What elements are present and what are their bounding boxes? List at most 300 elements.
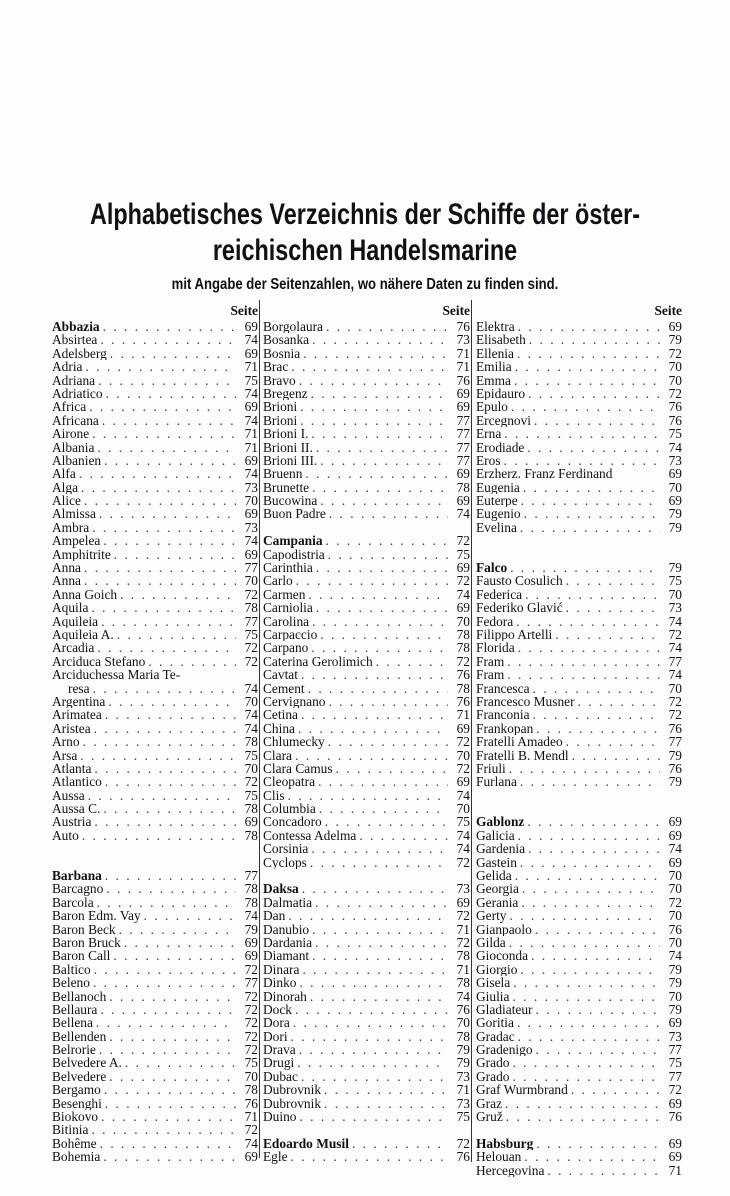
page-number: 69 xyxy=(456,561,470,575)
page-number: 74 xyxy=(456,587,470,602)
page-number: 76 xyxy=(668,400,682,414)
dot-leader xyxy=(312,923,448,936)
dot-leader xyxy=(329,507,448,520)
page-number: 72 xyxy=(456,574,470,588)
page-number: 79 xyxy=(668,333,682,347)
index-entry xyxy=(263,374,470,387)
ship-name: Gruž xyxy=(476,1110,503,1124)
ship-name: Dubac xyxy=(263,1069,298,1084)
index-entry xyxy=(263,641,470,654)
dot-leader xyxy=(102,414,236,427)
index-entry xyxy=(52,494,258,507)
dot-leader xyxy=(103,534,236,547)
page-number: 77 xyxy=(456,413,470,428)
index-entry xyxy=(263,615,470,628)
page-number: 72 xyxy=(668,694,682,709)
page-number: 69 xyxy=(668,1096,682,1111)
ship-name: Cervignano xyxy=(263,694,326,709)
index-entry xyxy=(52,655,258,668)
dot-leader xyxy=(513,976,660,989)
page-number: 79 xyxy=(668,775,682,789)
index-entry xyxy=(476,1164,682,1177)
ship-name: Aquileia A. xyxy=(52,627,114,642)
dot-leader xyxy=(328,735,448,748)
page-number: 76 xyxy=(668,1110,682,1124)
dot-leader xyxy=(82,829,236,842)
index-entry xyxy=(52,789,258,802)
ship-name: Adriana xyxy=(52,373,96,387)
page-number: 70 xyxy=(456,748,470,762)
index-entry xyxy=(263,990,470,1003)
index-entry xyxy=(476,1097,682,1110)
index-entry xyxy=(52,682,258,695)
page-number: 69 xyxy=(244,547,258,562)
page-number: 74 xyxy=(668,614,682,628)
dot-leader xyxy=(359,829,448,842)
ship-name: Biokovo xyxy=(52,1110,99,1124)
ship-name: Fratelli B. Mendl xyxy=(476,748,569,762)
page-number: 73 xyxy=(244,480,258,495)
dot-leader xyxy=(98,374,236,387)
dot-leader xyxy=(523,481,660,494)
dot-leader xyxy=(308,588,448,601)
ship-name: Gastein xyxy=(476,855,517,870)
page-number: 70 xyxy=(456,614,470,628)
dot-leader xyxy=(566,601,660,614)
ship-name: Eugenio xyxy=(476,507,521,521)
ship-name: Brunette xyxy=(263,480,310,495)
ship-name: Galicia xyxy=(476,828,515,843)
ship-name: Ambra xyxy=(52,520,90,535)
dot-leader xyxy=(555,628,660,641)
page-subtitle: mit Angabe der Seitenzahlen, wo nähere Daten zu finden sind. xyxy=(171,276,559,293)
index-entry xyxy=(52,668,258,681)
index-entry xyxy=(476,762,682,775)
dot-leader xyxy=(92,427,236,440)
dot-leader xyxy=(84,494,236,507)
ship-name: Auto xyxy=(52,828,79,843)
ship-name: Fausto Cosulich xyxy=(476,574,563,588)
page-number: 75 xyxy=(244,788,258,803)
dot-leader xyxy=(80,749,236,762)
page-number: 73 xyxy=(456,1069,470,1084)
index-entry xyxy=(52,1097,258,1110)
page-number: 78 xyxy=(456,641,470,655)
page-number: 74 xyxy=(456,842,470,856)
page-number: 77 xyxy=(668,1069,682,1084)
index-entry xyxy=(476,936,682,949)
page-number: 76 xyxy=(456,1002,470,1017)
ship-name: Aussa xyxy=(52,788,85,803)
ship-name: Gisela xyxy=(476,976,511,990)
index-entry xyxy=(476,1150,682,1163)
ship-name: Graz xyxy=(476,1096,503,1111)
page-number: 72 xyxy=(244,1043,258,1057)
page-number: 70 xyxy=(668,989,682,1003)
ship-name: Gradenigo xyxy=(476,1043,533,1057)
ship-name: Fram xyxy=(476,654,505,669)
dot-leader xyxy=(536,1003,660,1016)
page-number: 69 xyxy=(244,453,258,468)
page-number: 79 xyxy=(668,507,682,521)
page-number: 74 xyxy=(456,507,470,521)
dot-leader xyxy=(509,936,660,949)
ship-name: Dan xyxy=(263,909,286,923)
ship-name: Gilda xyxy=(476,935,506,950)
index-entry xyxy=(52,775,258,788)
ship-name: Contessa Adelma xyxy=(263,828,357,843)
ship-name: Austria xyxy=(52,815,92,829)
page-number: 77 xyxy=(244,976,258,990)
ship-name: Ellenia xyxy=(476,346,514,361)
dot-leader xyxy=(105,1097,236,1110)
ship-name: Brioni I. xyxy=(263,427,309,441)
dot-leader xyxy=(315,936,448,949)
dot-leader xyxy=(108,695,236,708)
ship-name: Bitinia xyxy=(52,1123,89,1137)
dot-leader xyxy=(300,400,448,413)
dot-leader xyxy=(514,374,660,387)
index-entry xyxy=(52,414,258,427)
dot-leader xyxy=(99,507,236,520)
ship-name: Francesca xyxy=(476,681,530,695)
dot-leader xyxy=(536,722,660,735)
page-number: 76 xyxy=(456,320,470,334)
ship-name: Helouan xyxy=(476,1150,522,1164)
dot-leader xyxy=(534,414,660,427)
ship-name: Elisabeth xyxy=(476,333,526,347)
page-number: 72 xyxy=(244,962,258,977)
dot-leader xyxy=(531,949,660,962)
ship-name: Diamant xyxy=(263,949,310,963)
page-number: 70 xyxy=(668,587,682,602)
page-number: 69 xyxy=(668,1016,682,1030)
index-entry xyxy=(52,1083,258,1096)
index-entry xyxy=(476,722,682,735)
dot-leader xyxy=(512,990,660,1003)
column-header-seite: Seite xyxy=(230,303,258,318)
page-number: 75 xyxy=(244,1056,258,1070)
page-number: 77 xyxy=(456,440,470,454)
index-entry xyxy=(52,588,258,601)
index-entry xyxy=(263,601,470,614)
index-entry xyxy=(476,641,682,654)
dot-leader xyxy=(311,427,448,440)
dot-leader xyxy=(336,762,448,775)
index-entry xyxy=(52,963,258,976)
page-number: 77 xyxy=(456,453,470,468)
ship-name: Barcola xyxy=(52,895,94,910)
index-entry xyxy=(476,1030,682,1043)
dot-leader xyxy=(522,882,660,895)
ship-name: Africa xyxy=(52,400,87,414)
ship-name: Grado xyxy=(476,1056,510,1070)
dot-leader xyxy=(518,641,660,654)
dot-leader xyxy=(312,615,448,628)
ship-name: Dalmatia xyxy=(263,895,313,910)
ship-name: Concadoro xyxy=(263,815,322,829)
ship-name: Alice xyxy=(52,494,81,508)
ship-name: Arcadia xyxy=(52,641,95,655)
index-entry xyxy=(263,695,470,708)
ship-name: Filippo Artelli xyxy=(476,627,553,642)
page-number: 74 xyxy=(668,440,682,454)
index-entry xyxy=(263,548,470,561)
index-entry xyxy=(476,374,682,387)
page-number: 72 xyxy=(668,346,682,361)
page-number: 76 xyxy=(456,1150,470,1164)
dot-leader xyxy=(103,320,236,333)
ship-name: Federiko Glavić xyxy=(476,601,563,615)
page-number: 78 xyxy=(244,1083,258,1097)
dot-leader xyxy=(571,1083,660,1096)
page-number: 74 xyxy=(668,842,682,856)
index-entry xyxy=(476,561,682,574)
index-entry xyxy=(52,333,258,346)
page-number: 71 xyxy=(456,708,470,722)
page-number: 69 xyxy=(668,1150,682,1164)
dot-leader xyxy=(105,775,236,788)
ship-name: Arno xyxy=(52,735,80,749)
ship-name: Gianpaolo xyxy=(476,922,532,936)
ship-name: Almissa xyxy=(52,507,96,521)
index-entry xyxy=(263,1016,470,1029)
page-number: 72 xyxy=(244,1123,258,1137)
ship-name: Campania xyxy=(263,534,323,548)
ship-name: Barcagno xyxy=(52,882,104,896)
page-number: 72 xyxy=(668,1083,682,1097)
index-entry xyxy=(263,1150,470,1163)
dot-leader xyxy=(325,815,448,828)
ship-name: Dubrovnik xyxy=(263,1096,322,1111)
page-number: 78 xyxy=(244,895,258,910)
ship-name: Goritia xyxy=(476,1016,514,1030)
page-number: 77 xyxy=(244,869,258,883)
dot-leader xyxy=(84,574,236,587)
ship-name: Dardania xyxy=(263,935,313,950)
index-entry xyxy=(52,360,258,373)
dot-leader xyxy=(527,815,660,828)
dot-leader xyxy=(316,561,448,574)
index-entry xyxy=(263,923,470,936)
index-entry xyxy=(263,722,470,735)
dot-leader xyxy=(547,1164,660,1177)
page-number: 70 xyxy=(456,1016,470,1030)
index-entry xyxy=(52,454,258,467)
index-column-2 xyxy=(263,301,470,1164)
page-number: 69 xyxy=(668,494,682,508)
dot-leader xyxy=(524,507,660,520)
index-entry xyxy=(476,1137,682,1150)
index-entry xyxy=(263,441,470,454)
dot-leader xyxy=(312,949,448,962)
index-entry xyxy=(263,387,470,400)
dot-leader xyxy=(288,789,448,802)
page-number: 74 xyxy=(244,909,258,923)
ship-name: Carpano xyxy=(263,641,309,655)
ship-name: Egle xyxy=(263,1150,288,1164)
index-entry xyxy=(476,1016,682,1029)
page-number: 70 xyxy=(668,882,682,896)
dot-leader xyxy=(91,601,236,614)
dot-leader xyxy=(297,1056,448,1069)
page-number: 74 xyxy=(668,668,682,682)
ship-name: Aussa C. xyxy=(52,802,101,816)
section-gap xyxy=(476,548,682,561)
dot-leader xyxy=(520,521,660,534)
dot-leader xyxy=(183,668,236,681)
dot-leader xyxy=(109,1070,236,1083)
dot-leader xyxy=(93,976,236,989)
index-entry xyxy=(263,909,470,922)
index-entry xyxy=(263,561,470,574)
dot-leader xyxy=(536,1043,660,1056)
ship-name: Barbana xyxy=(52,869,102,883)
ship-name: Arciduchessa Maria Te- xyxy=(52,668,181,682)
page-number: 69 xyxy=(244,1150,258,1164)
page-number: 77 xyxy=(668,1043,682,1057)
page-number: 78 xyxy=(456,627,470,642)
section-gap xyxy=(476,534,682,547)
index-entry xyxy=(263,815,470,828)
index-entry xyxy=(52,708,258,721)
dot-leader xyxy=(302,963,448,976)
index-entry xyxy=(52,909,258,922)
ship-name: Dori xyxy=(263,1029,288,1044)
index-entry xyxy=(263,882,470,895)
ship-name: Georgia xyxy=(476,882,519,896)
index-entry xyxy=(52,1137,258,1150)
dot-leader xyxy=(528,842,660,855)
page-number: 70 xyxy=(668,909,682,923)
ship-name: Atlanta xyxy=(52,761,92,776)
index-entry xyxy=(476,1083,682,1096)
dot-leader xyxy=(328,548,448,561)
index-entry xyxy=(52,467,258,480)
index-entry xyxy=(263,896,470,909)
index-entry xyxy=(52,815,258,828)
page-number: 72 xyxy=(244,1016,258,1030)
ship-name: Dinorah xyxy=(263,989,307,1003)
ship-name: Cavtat xyxy=(263,668,298,682)
index-entry xyxy=(476,521,682,534)
index-entry xyxy=(263,1043,470,1056)
dot-leader xyxy=(94,762,236,775)
ship-name: Epidauro xyxy=(476,386,526,401)
index-entry xyxy=(263,534,470,547)
ship-name: Anna xyxy=(52,574,82,588)
dot-leader xyxy=(520,963,660,976)
index-entry xyxy=(476,494,682,507)
index-entry xyxy=(52,896,258,909)
ship-name: Bucowina xyxy=(263,494,318,508)
index-entry xyxy=(52,481,258,494)
index-entry xyxy=(52,1043,258,1056)
index-entry xyxy=(263,842,470,855)
ship-name: Cyclops xyxy=(263,855,307,870)
page-number: 78 xyxy=(456,480,470,495)
index-entry xyxy=(476,481,682,494)
index-entry xyxy=(476,655,682,668)
page-number: 69 xyxy=(244,949,258,963)
index-entry xyxy=(476,1003,682,1016)
page-number: 72 xyxy=(456,735,470,749)
dot-leader xyxy=(94,963,236,976)
page-number: 78 xyxy=(456,1029,470,1044)
ship-name: Fram xyxy=(476,668,505,682)
page-number: 74 xyxy=(668,641,682,655)
index-entry xyxy=(263,1110,470,1123)
index-entry xyxy=(263,749,470,762)
index-entry xyxy=(476,333,682,346)
dot-leader xyxy=(308,682,448,695)
ship-name: Brioni II. xyxy=(263,440,313,454)
index-entry xyxy=(476,842,682,855)
ship-name: Bruenn xyxy=(263,467,303,481)
dot-leader xyxy=(104,1083,236,1096)
dot-leader xyxy=(295,1003,448,1016)
dot-leader xyxy=(105,708,236,721)
ship-name: Hercegovina xyxy=(476,1163,545,1177)
page-number: 70 xyxy=(668,480,682,495)
ship-name: Buon Padre xyxy=(263,507,326,521)
index-entry xyxy=(476,320,682,333)
dot-leader xyxy=(511,400,660,413)
page-number: 77 xyxy=(456,427,470,441)
ship-name: Aquileia xyxy=(52,614,99,628)
index-entry xyxy=(476,909,682,922)
dot-leader xyxy=(318,775,448,788)
ship-name: Ampelea xyxy=(52,534,101,548)
dot-leader xyxy=(113,949,236,962)
ship-name: Graf Wurmbrand xyxy=(476,1083,568,1097)
index-entry xyxy=(52,507,258,520)
page-number: 78 xyxy=(456,949,470,963)
index-entry xyxy=(476,360,682,373)
index-entry xyxy=(263,467,470,480)
page-number: 78 xyxy=(456,681,470,695)
ship-name: Adriatico xyxy=(52,386,103,401)
dot-leader xyxy=(101,1110,236,1123)
ship-name: Africana xyxy=(52,413,99,428)
index-entry xyxy=(52,1056,258,1069)
ship-name: Bellaura xyxy=(52,1002,98,1017)
page-number: 71 xyxy=(244,360,258,374)
ship-name: Carmen xyxy=(263,587,306,602)
index-entry xyxy=(52,869,258,882)
ship-name: Eros xyxy=(476,453,501,468)
ship-name: Gardenia xyxy=(476,842,526,856)
dot-leader xyxy=(316,601,448,614)
dot-leader xyxy=(92,521,236,534)
ship-name: Giorgio xyxy=(476,962,518,977)
index-entry xyxy=(476,601,682,614)
ship-name: Daksa xyxy=(263,882,299,896)
dot-leader xyxy=(311,842,448,855)
dot-leader xyxy=(566,574,660,587)
page-number: 78 xyxy=(244,802,258,816)
dot-leader xyxy=(521,896,660,909)
page-number: 72 xyxy=(456,909,470,923)
dot-leader xyxy=(512,1070,660,1083)
ship-name: Adelsberg xyxy=(52,346,107,361)
index-entry xyxy=(476,668,682,681)
ship-name: Columbia xyxy=(263,802,316,816)
ship-name: Baron Call xyxy=(52,949,111,963)
page-number: 71 xyxy=(456,1083,470,1097)
page-number: 73 xyxy=(668,1029,682,1044)
index-entry xyxy=(476,949,682,962)
